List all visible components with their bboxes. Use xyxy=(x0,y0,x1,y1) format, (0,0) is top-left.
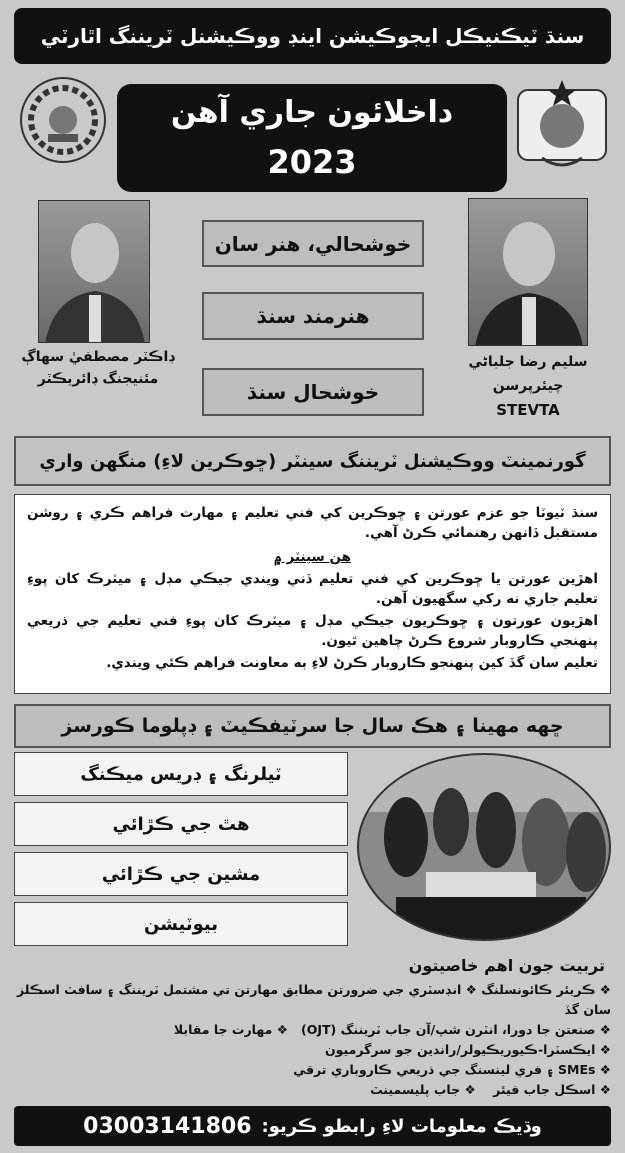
footer-label: وڌيڪ معلومات لاءِ رابطو ڪريو: xyxy=(261,1115,542,1137)
training-photo xyxy=(356,752,612,942)
bullet-icon: ❖ xyxy=(599,982,611,997)
stevta-logo xyxy=(14,72,112,172)
admission-year: 2023 xyxy=(267,143,357,181)
intro-paragraph: سنڌ ٽيوٽا جو عزم عورتن ۽ ڇوڪرين کي فني تعليم ۽ مهارت فراهم ڪري ۽ روشن مستقبل ڏانهن رهنمائي ڪرڻ آهي. xyxy=(27,505,598,541)
left-person-title: مئنيجنگ ڊائريڪٽر xyxy=(37,371,159,387)
left-person-name: ڊاڪٽر مصطفيٰ سهاڳ xyxy=(21,349,175,365)
feature-line: ❖ ڪريئر ڪائونسلنگ ❖ انڊسٽري جي ضرورتن مطابق مهارتن تي مشتمل ٽريننگ ۽ سافٽ اسڪلز سان گڏ xyxy=(16,982,611,1017)
right-person-title: چيئرپرسن xyxy=(492,378,564,394)
org-title: سنڌ ٽيڪنيڪل ايجوڪيشن اينڊ ووڪيشنل ٽريننگ اٿارٽي xyxy=(40,24,585,48)
right-person-caption xyxy=(448,350,608,422)
slogan-3: خوشحال سنڌ xyxy=(202,368,424,416)
features-list xyxy=(14,980,611,1100)
course-item: هٿ جي ڪڙائي xyxy=(14,802,348,846)
bullet-icon: ❖ xyxy=(599,1062,611,1077)
intro-text-box xyxy=(14,494,611,694)
course-item: ٽيلرنگ ۽ ڊريس ميڪنگ xyxy=(14,752,348,796)
intro-line-1: اهڙين عورتن يا ڇوڪرين کي فني تعليم ڏني ويندي جيڪي مڊل ۽ ميٽرڪ کان پوءِ تعليم جاري نه رکي سگهيون آهن. xyxy=(27,571,598,607)
course-item: مشين جي ڪڙائي xyxy=(14,852,348,896)
course-item: بيوٽيشن xyxy=(14,902,348,946)
bullet-icon: ❖ xyxy=(599,1082,611,1097)
footer-phone[interactable]: 03003141806 xyxy=(83,1113,252,1139)
slogan-1: خوشحالي، هنر سان xyxy=(202,220,424,267)
feature-line: ❖ اسڪل جاب فيئر ❖ جاب پليسمينٽ xyxy=(370,1082,611,1097)
feature-line: ❖ SMEs ۽ فري لينسنگ جي ذريعي ڪاروباري ترقي xyxy=(293,1062,611,1077)
courses-heading: ڇهه مهينا ۽ هڪ سال جا سرٽيفڪيٽ ۽ ڊپلوما ڪورسز xyxy=(14,704,611,748)
left-person-caption xyxy=(14,346,182,390)
right-person-name: سليم رضا جلباڻي xyxy=(468,354,588,370)
admission-text: داخلائون جاري آهن xyxy=(170,94,454,130)
left-portrait xyxy=(38,200,150,343)
intro-line-2: اهڙيون عورتون ۽ ڇوڪريون جيڪي مڊل ۽ ميٽرڪ کان پوءِ فني تعليم جي ذريعي پنهنجي ڪاروبار شروع ڪرڻ چاهين ٿيون. xyxy=(27,613,598,649)
intro-line-3: تعليم سان گڏ کين پنهنجو ڪاروبار ڪرڻ لاءِ به معاونت فراهم ڪئي ويندي. xyxy=(106,655,598,671)
feature-line: ❖ ايڪسٽرا-ڪيوريڪيولر/راندين جو سرگرميون xyxy=(324,1042,611,1057)
slogan-2: هنرمند سنڌ xyxy=(202,292,424,340)
centre-heading: گورنمينٽ ووڪيشنل ٽريننگ سينٽر (ڇوڪرين لاءِ) منگهن واري xyxy=(14,436,611,486)
bullet-icon: ❖ xyxy=(599,1042,611,1057)
bullet-icon: ❖ xyxy=(276,1022,288,1037)
org-title-bar xyxy=(14,8,611,64)
sindh-govt-seal xyxy=(512,76,612,176)
admission-banner xyxy=(117,84,507,192)
feature-line: ❖ صنعتن جا دورا، انٽرن شپ/آن جاب ٽريننگ (OJT) ❖ مهارت جا مقابلا xyxy=(173,1022,611,1037)
footer-contact-bar xyxy=(14,1106,611,1146)
bullet-icon: ❖ xyxy=(599,1022,611,1037)
features-heading: تربيت جون اهم خاصيتون xyxy=(408,956,605,975)
bullet-icon: ❖ xyxy=(464,1082,476,1097)
intro-subheading: هن سينٽر ۾ xyxy=(273,549,352,565)
right-person-org: STEVTA xyxy=(496,401,560,419)
right-portrait xyxy=(468,198,588,346)
